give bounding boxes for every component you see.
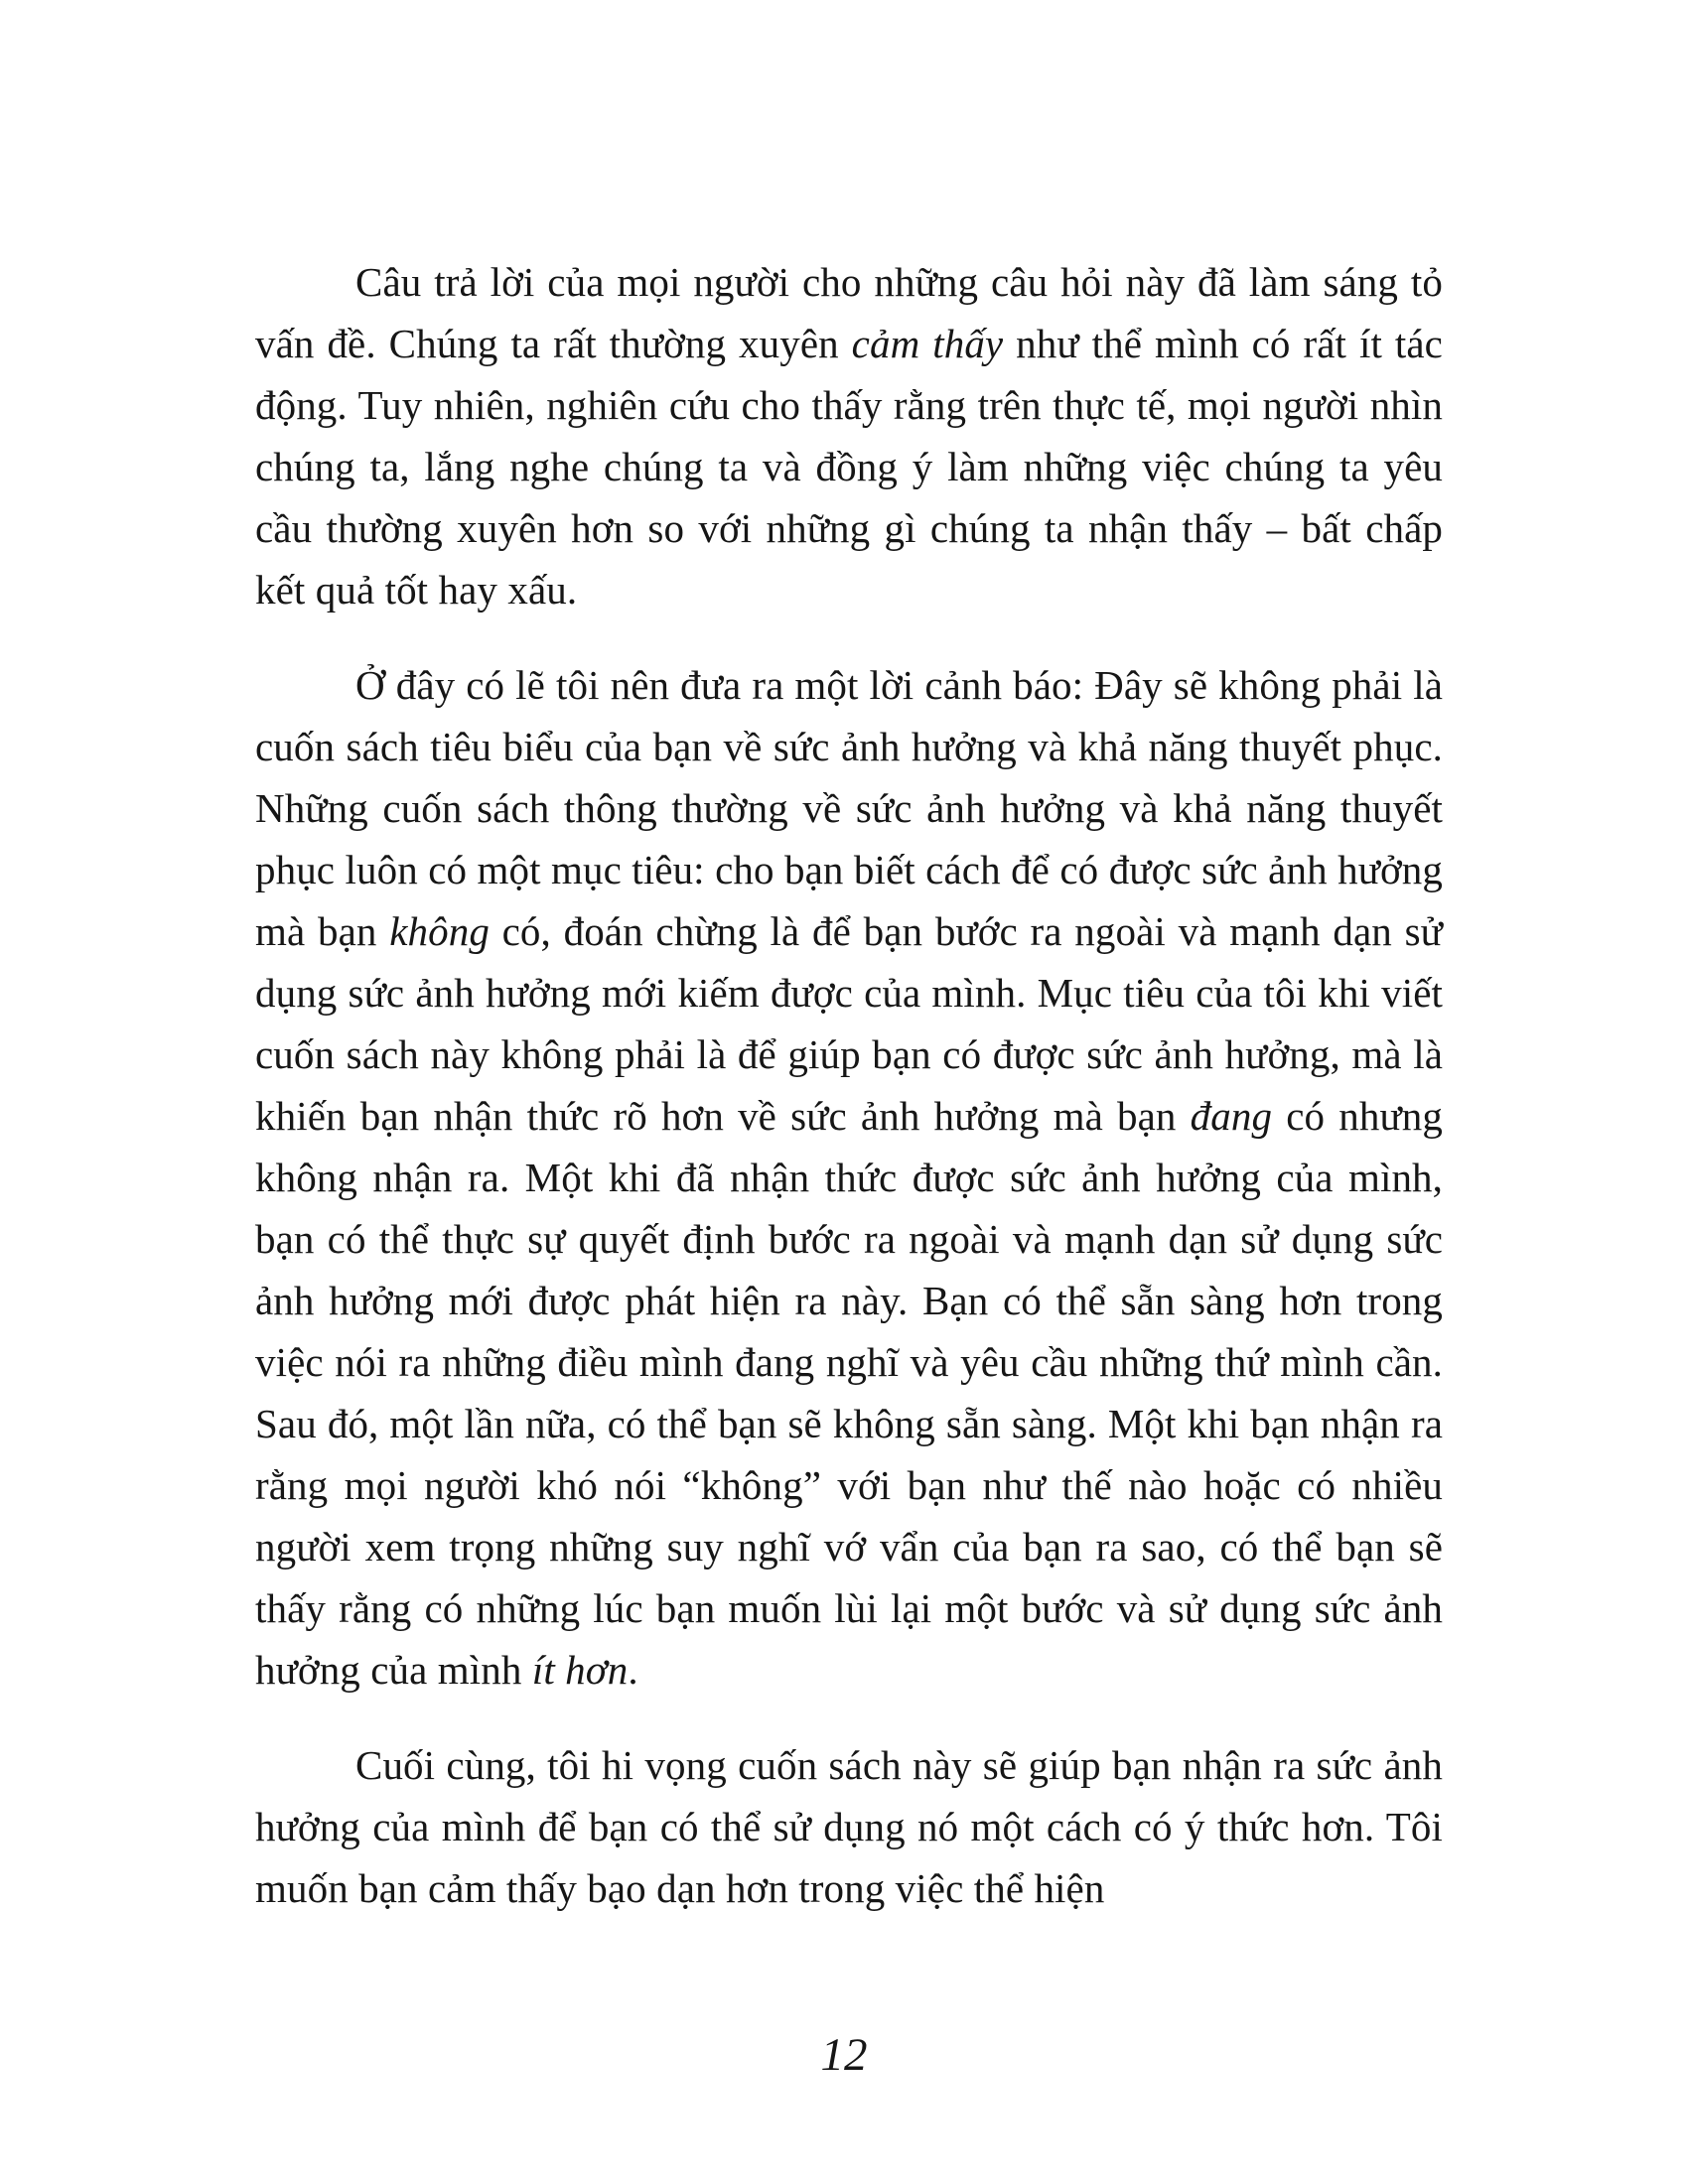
text-block [255,251,1443,1919]
text-run: Câu trả lời của mọi người cho những câu hỏi này đã làm sáng tỏ vấn đề. Chúng ta rất thường xuyên [255,259,1443,366]
text-run: Cuối cùng, tôi hi vọng cuốn sách này sẽ giúp bạn nhận ra sức ảnh hưởng của mình để bạn có thể sử dụng nó một cách có ý thức hơn. Tôi muốn bạn cảm thấy bạo dạn hơn trong việc thể hiện [255,1742,1443,1911]
text-run: Ở đây có lẽ tôi nên đưa ra một lời cảnh báo: Đây sẽ không phải là cuốn sách tiêu biểu của bạn về sức ảnh hưởng và khả năng thuyết phục. Những cuốn sách thông thường về sức ảnh hưởng và khả năng thuyết phục luôn có một mục tiêu: cho bạn biết cách để có được sức ảnh hưởng mà bạn [255,662,1443,954]
paragraph [255,654,1443,1701]
text-run: có nhưng không nhận ra. Một khi đã nhận thức được sức ảnh hưởng của mình, bạn có thể thực sự quyết định bước ra ngoài và mạnh dạn sử dụng sức ảnh hưởng mới được phát hiện ra này. Bạn có thể sẵn sàng hơn trong việc nói ra những điều mình đang nghĩ và yêu cầu những thứ mình cần. Sau đó, một lần nữa, có thể bạn sẽ không sẵn sàng. Một khi bạn nhận ra rằng mọi người khó nói “không” với bạn như thế nào hoặc có nhiều người xem trọng những suy nghĩ vớ vẩn của bạn ra sao, có thể bạn sẽ thấy rằng có những lúc bạn muốn lùi lại một bước và sử dụng sức ảnh hưởng của mình [255,1093,1443,1693]
paragraph [255,1734,1443,1919]
italic-text-run: không [389,908,490,954]
page-number: 12 [820,2029,868,2081]
italic-text-run: đang [1190,1093,1273,1139]
italic-text-run: cảm thấy [851,321,1004,366]
text-run: có, đoán chừng là để bạn bước ra ngoài và mạnh dạn sử dụng sức ảnh hưởng mới kiếm được của mình. Mục tiêu của tôi khi viết cuốn sách này không phải là để giúp bạn có được sức ảnh hưởng, mà là khiến bạn nhận thức rõ hơn về sức ảnh hưởng mà bạn [255,908,1443,1139]
italic-text-run: ít hơn [531,1647,629,1693]
text-run: như thể mình có rất ít tác động. Tuy nhiên, nghiên cứu cho thấy rằng trên thực tế, mọi người nhìn chúng ta, lắng nghe chúng ta và đồng ý làm những việc chúng ta yêu cầu thường xuyên hơn so với những gì chúng ta nhận thấy – bất chấp kết quả tốt hay xấu. [255,321,1443,613]
text-run: . [628,1647,638,1693]
paragraph [255,251,1443,620]
